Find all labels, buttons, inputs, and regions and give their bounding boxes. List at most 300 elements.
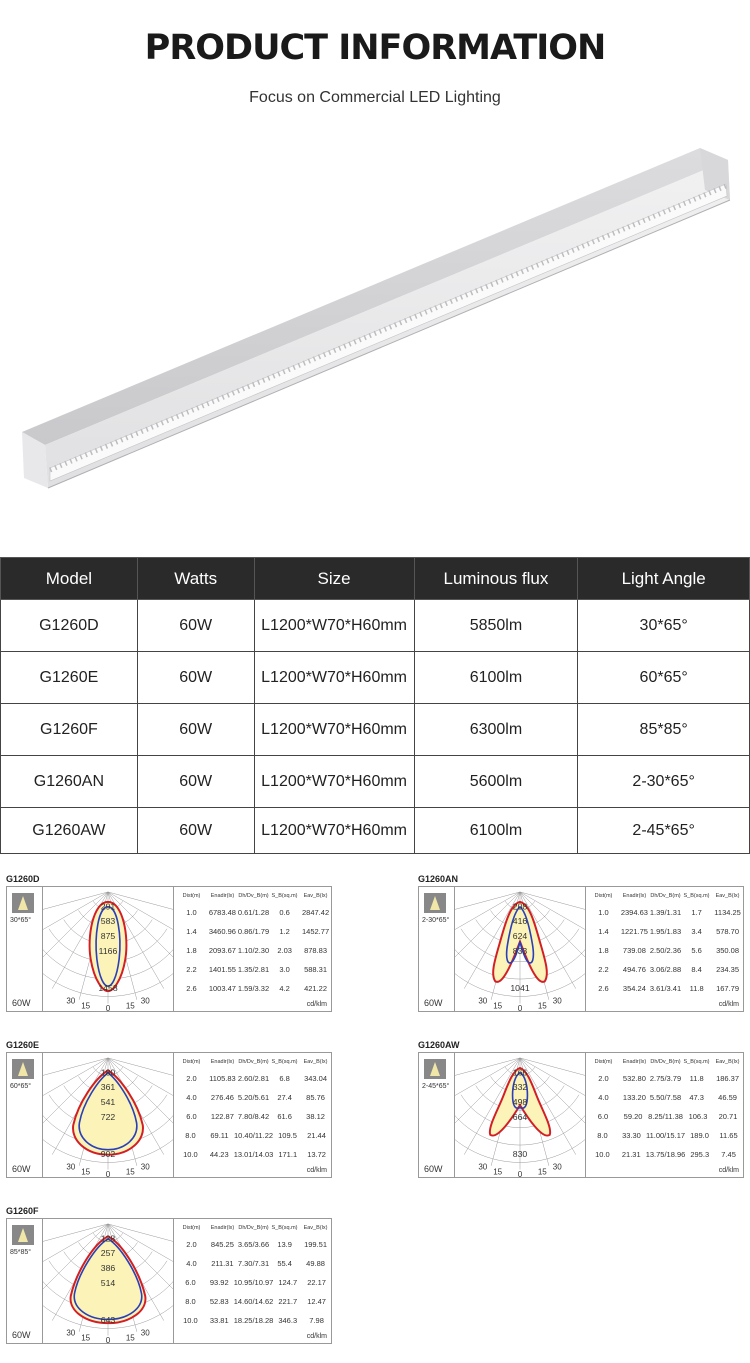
polar-diagram — [43, 1053, 173, 1177]
table-cell: 3.06/2.88 — [649, 965, 682, 974]
table-cell: 845.25 — [210, 1240, 234, 1249]
table-cell: 4.0 — [186, 1093, 197, 1102]
angle-label: 30 — [552, 996, 562, 1006]
angle-label: 0 — [105, 1170, 111, 1177]
column-header: Enadir(lx) — [210, 1059, 235, 1065]
table-cell: 350.08 — [716, 946, 740, 955]
table-cell: 13.72 — [307, 1150, 326, 1159]
table-cell: 6100lm — [414, 808, 578, 854]
table-row — [174, 1126, 333, 1145]
table-cell: G1260D — [1, 600, 138, 652]
table-cell: 189.0 — [690, 1131, 709, 1140]
photometric-table-header — [586, 887, 745, 899]
table-cell: 6.0 — [186, 1112, 197, 1121]
table-cell: 5.20/5.61 — [237, 1093, 270, 1102]
column-header: Eav_B(lx) — [715, 1059, 740, 1065]
table-row — [174, 960, 333, 979]
table-cell: 38.12 — [306, 1112, 325, 1121]
table-cell: 211.31 — [211, 1259, 234, 1268]
product-image — [0, 140, 750, 550]
beam-angle-label: 2-45*65° — [422, 1083, 450, 1090]
cd-unit-label: cd/klm — [718, 1167, 739, 1174]
table-cell: 6.0 — [597, 1112, 609, 1121]
polar-diagram — [455, 887, 585, 1011]
table-cell: 18.25/18.28 — [233, 1316, 274, 1325]
angle-label: 30 — [66, 1162, 76, 1172]
table-row — [1, 704, 750, 756]
table-row — [174, 1254, 333, 1273]
table-cell: 60W — [137, 756, 254, 808]
table-row — [174, 1107, 333, 1126]
table-row — [1, 756, 750, 808]
beam-icon — [424, 1059, 446, 1079]
curve-value-label: 332 — [512, 1082, 528, 1093]
curve-value-label: 833 — [512, 945, 528, 956]
table-cell: G1260AN — [1, 756, 138, 808]
table-cell: 5.50/7.58 — [649, 1093, 682, 1102]
angle-label: 30 — [140, 996, 150, 1006]
table-cell: 494.76 — [622, 965, 646, 974]
table-cell: 0.61/1.28 — [237, 908, 270, 917]
table-cell: 2-45*65° — [578, 808, 750, 854]
table-row — [586, 1107, 745, 1126]
curve-value-label: 498 — [512, 1097, 528, 1108]
page-title: PRODUCT INFORMATION — [144, 28, 606, 68]
table-cell: 11.8 — [689, 984, 704, 993]
table-cell: 14.60/14.62 — [233, 1297, 274, 1306]
table-cell: 6300lm — [414, 704, 578, 756]
column-header: S_B(sq.m) — [271, 893, 298, 899]
beam-angle-label: 30*65° — [10, 917, 32, 924]
table-cell: 3.4 — [691, 927, 702, 936]
column-header: Dh/Dv_B(m) — [238, 893, 269, 899]
column-header: Dist(m) — [182, 893, 201, 899]
table-cell: 1.59/3.32 — [237, 984, 270, 993]
table-cell: 60W — [137, 652, 254, 704]
polar-diagram — [43, 1219, 173, 1343]
table-cell: 7.30/7.31 — [237, 1259, 270, 1268]
table-cell: 421.22 — [304, 984, 328, 993]
table-row — [174, 979, 333, 998]
column-header: Dist(m) — [182, 1225, 201, 1231]
table-cell: 2.03 — [277, 946, 292, 955]
table-cell: 93.92 — [209, 1278, 229, 1287]
table-cell: 2.2 — [186, 965, 197, 974]
table-cell: 878.83 — [304, 946, 328, 955]
table-cell: 4.0 — [598, 1093, 609, 1102]
table-cell: 1.4 — [186, 927, 197, 936]
table-cell: 1452.77 — [302, 927, 330, 936]
column-header: Eav_B(lx) — [303, 1059, 328, 1065]
table-cell: 1134.25 — [714, 908, 741, 917]
table-cell: 33.81 — [209, 1316, 229, 1325]
table-cell: 2.0 — [186, 1074, 197, 1083]
angle-label: 30 — [478, 1162, 488, 1172]
table-cell: 1.4 — [598, 927, 609, 936]
table-cell: 0.6 — [279, 908, 290, 917]
column-header: Luminous flux — [414, 558, 578, 600]
table-cell: 60*65° — [578, 652, 750, 704]
table-cell: 8.0 — [597, 1131, 608, 1140]
column-header: Enadir(lx) — [622, 1059, 647, 1065]
table-cell: 276.46 — [210, 1093, 234, 1102]
curve-value-label: 208 — [512, 901, 528, 912]
wattage-label: 60W — [12, 998, 31, 1008]
photometric-table — [585, 887, 745, 1011]
table-cell: 8.4 — [691, 965, 702, 974]
table-row — [586, 903, 745, 922]
curve-value-label: 830 — [512, 1149, 528, 1160]
chart-model-label: G1260AW — [418, 1040, 460, 1050]
table-row — [174, 1273, 333, 1292]
table-cell: 2.0 — [598, 1074, 609, 1083]
angle-label: 0 — [105, 1004, 111, 1011]
curve-value-label: 180 — [100, 1067, 116, 1078]
curve-value-label: 166 — [512, 1067, 528, 1078]
curve-value-label: 541 — [100, 1097, 116, 1108]
table-cell: L1200*W70*H60mm — [254, 756, 414, 808]
table-cell: 199.51 — [304, 1240, 328, 1249]
table-cell: 5850lm — [414, 600, 578, 652]
table-cell: 59.20 — [623, 1112, 643, 1121]
column-header: Enadir(lx) — [622, 893, 647, 899]
photometric-panel — [418, 886, 744, 1012]
beam-icon — [12, 1059, 34, 1079]
curve-value-label: 583 — [100, 916, 116, 927]
table-cell: G1260F — [1, 704, 138, 756]
column-header: Size — [254, 558, 414, 600]
photometric-table — [173, 887, 333, 1011]
table-row — [174, 1145, 333, 1164]
curve-value-label: 416 — [512, 916, 528, 927]
table-row — [174, 941, 333, 960]
table-cell: 3.0 — [279, 965, 290, 974]
table-cell: L1200*W70*H60mm — [254, 704, 414, 756]
beam-icon — [424, 893, 446, 913]
photometric-table — [173, 1053, 333, 1177]
table-cell: 122.87 — [210, 1112, 234, 1121]
table-cell: 578.70 — [716, 927, 740, 936]
table-cell: 85.76 — [306, 1093, 325, 1102]
angle-label: 15 — [537, 1001, 547, 1011]
table-cell: 60W — [137, 704, 254, 756]
table-cell: 343.04 — [304, 1074, 328, 1083]
table-cell: 13.75/18.96 — [645, 1150, 686, 1159]
table-cell: 10.40/11.22 — [233, 1131, 274, 1140]
page-subtitle: Focus on Commercial LED Lighting — [249, 89, 501, 106]
table-cell: 1.95/1.83 — [649, 927, 682, 936]
table-cell: G1260E — [1, 652, 138, 704]
table-cell: 171.1 — [278, 1150, 298, 1159]
column-header: Dh/Dv_B(m) — [238, 1225, 269, 1231]
table-cell: 10.0 — [183, 1316, 198, 1325]
table-cell: 30*65° — [578, 600, 750, 652]
table-row — [586, 922, 745, 941]
table-cell: 55.4 — [277, 1259, 292, 1268]
curve-value-label: 291 — [100, 901, 116, 912]
photometric-table-header — [174, 887, 333, 899]
angle-label: 0 — [105, 1336, 111, 1343]
table-cell: 1.2 — [279, 927, 290, 936]
angle-label: 30 — [552, 1162, 562, 1172]
table-cell: 46.59 — [718, 1093, 737, 1102]
spec-table — [0, 557, 750, 854]
table-cell: 1.8 — [598, 946, 609, 955]
table-cell: 167.79 — [716, 984, 740, 993]
table-cell: 13.9 — [277, 1240, 292, 1249]
table-cell: 2847.42 — [302, 908, 330, 917]
table-row — [1, 652, 750, 704]
angle-label: 30 — [66, 1328, 76, 1338]
curve-value-label: 257 — [100, 1248, 116, 1259]
photometric-table-header — [586, 1053, 745, 1065]
column-header: Model — [1, 558, 138, 600]
column-header: Eav_B(lx) — [715, 893, 740, 899]
column-header: S_B(sq.m) — [683, 893, 710, 899]
chart-model-label: G1260AN — [418, 874, 459, 884]
polar-diagram — [455, 1053, 585, 1177]
table-cell: G1260AW — [1, 808, 138, 854]
table-row — [586, 1069, 745, 1088]
cd-unit-label: cd/klm — [306, 1167, 327, 1174]
table-row — [1, 808, 750, 854]
beam-angle-label: 60*65° — [10, 1083, 32, 1090]
table-cell: 109.5 — [278, 1131, 297, 1140]
table-cell: 221.7 — [278, 1297, 298, 1306]
table-cell: 5600lm — [414, 756, 578, 808]
table-cell: 1.35/2.81 — [237, 965, 270, 974]
table-cell: 7.45 — [721, 1150, 736, 1159]
table-row — [174, 1069, 333, 1088]
table-row — [174, 1235, 333, 1254]
table-cell: 532.80 — [622, 1074, 646, 1083]
column-header: Light Angle — [578, 558, 750, 600]
angle-label: 15 — [493, 1167, 503, 1177]
wattage-label: 60W — [12, 1164, 31, 1174]
column-header: Dh/Dv_B(m) — [650, 1059, 681, 1065]
curve-value-label: 624 — [512, 931, 528, 942]
table-cell: 47.3 — [689, 1093, 704, 1102]
table-cell: 2.60/2.81 — [237, 1074, 270, 1083]
table-cell: 295.3 — [690, 1150, 710, 1159]
table-cell: 61.6 — [277, 1112, 292, 1121]
table-cell: 2.2 — [598, 965, 609, 974]
table-cell: 44.23 — [209, 1150, 229, 1159]
photometric-table — [585, 1053, 745, 1177]
table-cell: 3460.96 — [208, 927, 236, 936]
curve-value-label: 1041 — [510, 983, 530, 994]
angle-label: 30 — [66, 996, 76, 1006]
cd-unit-label: cd/klm — [306, 1001, 327, 1008]
table-cell: 2394.63 — [620, 908, 648, 917]
table-cell: 52.83 — [209, 1297, 229, 1306]
column-header: Eav_B(lx) — [303, 893, 328, 899]
table-cell: 2.50/2.36 — [649, 946, 682, 955]
cd-unit-label: cd/klm — [718, 1001, 739, 1008]
table-cell: 588.31 — [304, 965, 328, 974]
table-row — [174, 1088, 333, 1107]
table-cell: 234.35 — [716, 965, 740, 974]
table-cell: 1.10/2.30 — [237, 946, 270, 955]
table-cell: 354.24 — [622, 984, 646, 993]
column-header: Dist(m) — [594, 893, 613, 899]
table-cell: 60W — [137, 600, 254, 652]
column-header: S_B(sq.m) — [683, 1059, 710, 1065]
column-header: S_B(sq.m) — [271, 1225, 298, 1231]
angle-label: 15 — [81, 1333, 91, 1343]
beam-icon — [12, 1225, 34, 1245]
cd-unit-label: cd/klm — [306, 1333, 327, 1340]
curve-value-label: 361 — [100, 1082, 116, 1093]
table-row — [586, 941, 745, 960]
angle-label: 0 — [517, 1170, 523, 1177]
curve-value-label: 643 — [100, 1315, 116, 1326]
curve-value-label: 722 — [100, 1111, 116, 1122]
angle-label: 15 — [81, 1001, 91, 1011]
chart-model-label: G1260E — [6, 1040, 40, 1050]
table-cell: 5.6 — [691, 946, 702, 955]
spec-table-header — [1, 558, 750, 600]
table-cell: 4.0 — [186, 1259, 197, 1268]
table-cell: 8.0 — [185, 1131, 196, 1140]
table-cell: 2.0 — [186, 1240, 197, 1249]
table-cell: 22.17 — [307, 1278, 326, 1287]
photometric-panel — [6, 886, 332, 1012]
table-cell: 739.08 — [622, 946, 646, 955]
column-header: Dist(m) — [594, 1059, 613, 1065]
curve-value-label: 875 — [100, 931, 116, 942]
curve-value-label: 1166 — [98, 945, 118, 956]
table-cell: 13.01/14.03 — [233, 1150, 274, 1159]
curve-value-label: 386 — [100, 1263, 116, 1274]
angle-label: 0 — [517, 1004, 523, 1011]
table-cell: 1.0 — [598, 908, 609, 917]
column-header: Dh/Dv_B(m) — [238, 1059, 269, 1065]
table-cell: 7.98 — [309, 1316, 324, 1325]
column-header: S_B(sq.m) — [271, 1059, 298, 1065]
table-row — [586, 1126, 745, 1145]
polar-diagram — [43, 887, 173, 1011]
table-cell: 2.6 — [186, 984, 197, 993]
table-cell: 8.0 — [185, 1297, 196, 1306]
table-cell: 12.47 — [307, 1297, 326, 1306]
column-header: Eav_B(lx) — [303, 1225, 328, 1231]
table-cell: 3.65/3.66 — [237, 1240, 270, 1249]
curve-value-label: 902 — [100, 1149, 116, 1160]
table-row — [174, 1292, 333, 1311]
table-cell: 21.44 — [307, 1131, 326, 1140]
photometric-panel — [418, 1052, 744, 1178]
angle-label: 30 — [478, 996, 488, 1006]
table-cell: 1003.47 — [208, 984, 236, 993]
beam-angle-label: 2-30*65° — [422, 917, 450, 924]
table-cell: 133.20 — [622, 1093, 646, 1102]
table-row — [174, 922, 333, 941]
table-cell: 2.75/3.79 — [649, 1074, 682, 1083]
photometric-panel — [6, 1052, 332, 1178]
column-header: Enadir(lx) — [210, 893, 235, 899]
table-cell: 8.25/11.38 — [648, 1112, 683, 1121]
column-header: Watts — [137, 558, 254, 600]
table-cell: 7.80/8.42 — [237, 1112, 270, 1121]
angle-label: 15 — [125, 1333, 135, 1343]
column-header: Dh/Dv_B(m) — [650, 893, 681, 899]
table-cell: 11.00/15.17 — [645, 1131, 686, 1140]
angle-label: 15 — [125, 1001, 135, 1011]
table-cell: 2.6 — [598, 984, 609, 993]
table-cell: 49.88 — [306, 1259, 325, 1268]
angle-label: 30 — [140, 1162, 150, 1172]
table-cell: 6.0 — [185, 1278, 196, 1287]
table-cell: 69.11 — [210, 1131, 229, 1140]
wattage-label: 60W — [12, 1330, 31, 1340]
table-row — [586, 1145, 745, 1164]
chart-model-label: G1260D — [6, 874, 40, 884]
wattage-label: 60W — [424, 1164, 443, 1174]
chart-model-label: G1260F — [6, 1206, 39, 1216]
curve-value-label: 514 — [100, 1277, 116, 1288]
table-cell: 27.4 — [277, 1093, 292, 1102]
table-cell: 2-30*65° — [578, 756, 750, 808]
table-row — [174, 1311, 333, 1330]
table-cell: 11.8 — [689, 1074, 704, 1083]
table-cell: 85*85° — [578, 704, 750, 756]
photometric-table-header — [174, 1053, 333, 1065]
photometric-table — [173, 1219, 333, 1343]
table-cell: L1200*W70*H60mm — [254, 652, 414, 704]
table-cell: 346.3 — [278, 1316, 298, 1325]
table-cell: 1221.75 — [620, 927, 648, 936]
table-cell: 124.7 — [278, 1278, 298, 1287]
curve-value-label: 664 — [512, 1111, 528, 1122]
table-cell: 1401.55 — [208, 965, 236, 974]
table-cell: 1105.83 — [209, 1074, 236, 1083]
beam-angle-label: 85*85° — [10, 1249, 32, 1256]
curve-value-label: 128 — [100, 1233, 116, 1244]
angle-label: 15 — [537, 1167, 547, 1177]
table-cell: 21.31 — [621, 1150, 641, 1159]
table-cell: 11.65 — [719, 1131, 738, 1140]
table-cell: 186.37 — [716, 1074, 740, 1083]
angle-label: 30 — [140, 1328, 150, 1338]
table-cell: L1200*W70*H60mm — [254, 600, 414, 652]
table-cell: 1.7 — [691, 908, 702, 917]
column-header: Enadir(lx) — [210, 1225, 235, 1231]
column-header: Dist(m) — [182, 1059, 201, 1065]
table-cell: 6783.48 — [208, 908, 236, 917]
table-cell: 3.61/3.41 — [649, 984, 682, 993]
table-cell: 20.71 — [718, 1112, 738, 1121]
table-cell: 0.86/1.79 — [237, 927, 270, 936]
table-cell: 10.0 — [595, 1150, 610, 1159]
table-cell: 6.8 — [279, 1074, 290, 1083]
table-cell: 10.0 — [183, 1150, 198, 1159]
table-cell: 106.3 — [688, 1112, 708, 1121]
table-cell: 60W — [137, 808, 254, 854]
table-row — [1, 600, 750, 652]
curve-value-label: 1458 — [98, 983, 118, 994]
table-cell: 6100lm — [414, 652, 578, 704]
table-row — [586, 960, 745, 979]
angle-label: 15 — [125, 1167, 135, 1177]
beam-icon — [12, 893, 34, 913]
angle-label: 15 — [493, 1001, 503, 1011]
table-row — [174, 903, 333, 922]
table-row — [586, 979, 745, 998]
table-cell: 33.30 — [622, 1131, 641, 1140]
photometric-panel — [6, 1218, 332, 1344]
table-row — [586, 1088, 745, 1107]
